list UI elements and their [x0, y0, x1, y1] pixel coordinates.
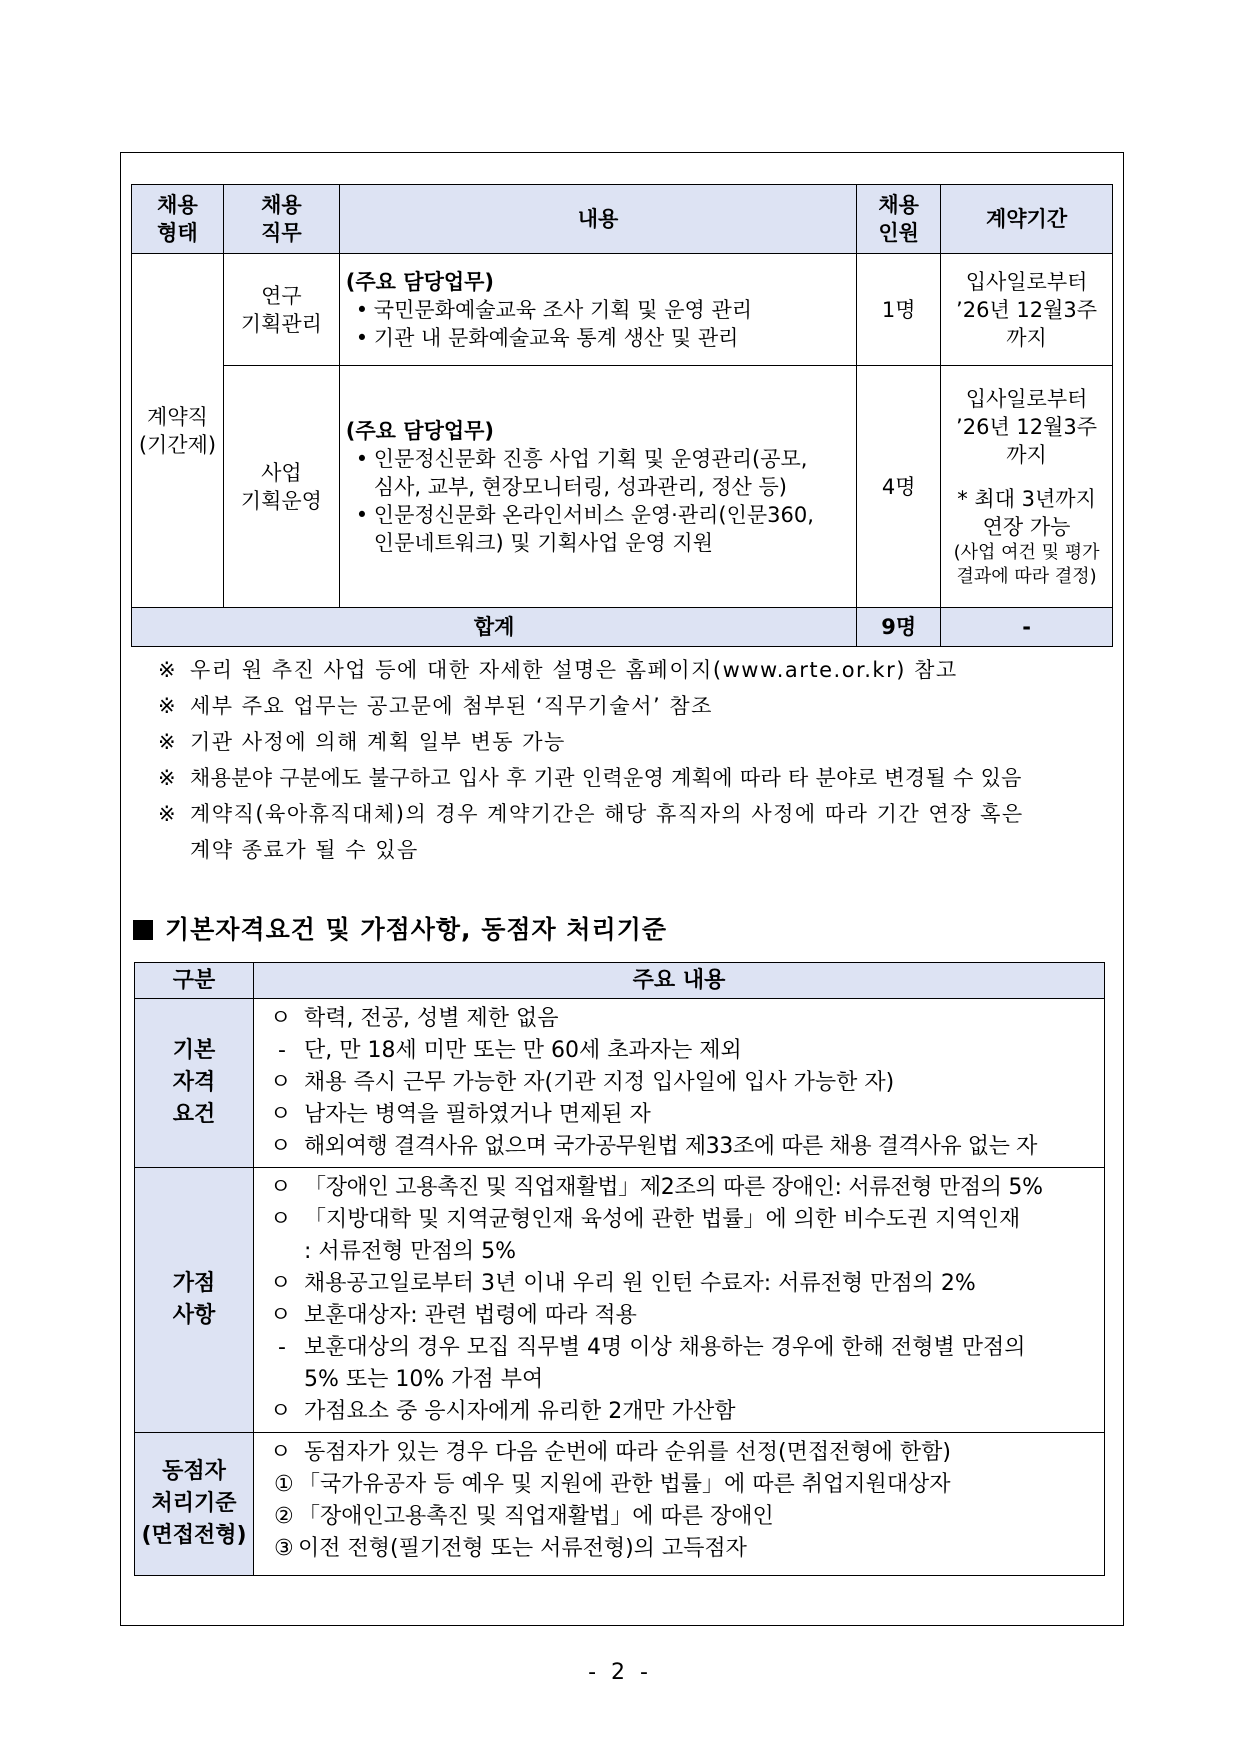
table-row — [132, 254, 1113, 366]
notes-list — [158, 652, 1088, 868]
tasks-cell — [339, 366, 856, 608]
list-item: ㅇ 가점요소 중 응시자에게 유리한 2개만 가산함 — [270, 1399, 736, 1424]
list-item: • 인문정신문화 진흥 사업 기획 및 운영관리(공모, 심사, 교부, 현장모니터링, 성과관리, 정산 등) — [374, 445, 850, 501]
list-item: ㅇ 「장애인 고용촉진 및 직업재활법」제2조의 따른 장애인: 서류전형 만점의 5% — [270, 1175, 1043, 1200]
header-category: 구분 — [135, 963, 254, 999]
section-heading — [133, 910, 667, 946]
list-item: ㅇ 남자는 병역을 필하였거나 면제된 자 — [270, 1102, 651, 1127]
total-count: 9명 — [857, 608, 941, 647]
list-item: • 기관 내 문화예술교육 통계 생산 및 관리 — [374, 324, 850, 352]
table-row — [135, 999, 1105, 1168]
category-cell: 기본 자격 요건 — [135, 999, 254, 1168]
table-row — [132, 366, 1113, 608]
header-count: 채용 인원 — [857, 185, 941, 254]
header-period: 계약기간 — [941, 185, 1113, 254]
job-cell: 사업 기획운영 — [223, 366, 339, 608]
period-text: 입사일로부터 ’26년 12월3주 까지 — [956, 386, 1098, 467]
table-row — [135, 1168, 1105, 1433]
note-item: ※ 기관 사정에 의해 계획 일부 변동 가능 — [158, 724, 1088, 760]
qualification-table — [134, 962, 1105, 1576]
list-item: ㅇ 「지방대학 및 지역균형인재 육성에 관한 법률」에 의한 비수도권 지역인재 : 서류전형 만점의 5% — [270, 1207, 1021, 1264]
content-cell — [254, 1433, 1105, 1576]
list-item: ① 「국가유공자 등 예우 및 지원에 관한 법률」에 따른 취업지원대상자 — [274, 1472, 951, 1497]
list-item: ㅇ 해외여행 결격사유 없으며 국가공무원법 제33조에 따른 채용 결격사유 없는 자 — [270, 1134, 1037, 1159]
note-item: ※ 채용분야 구분에도 불구하고 입사 후 기관 인력운영 계획에 따라 타 분야로 변경될 수 있음 — [158, 760, 1088, 796]
list-item: • 인문정신문화 온라인서비스 운영·관리(인문360, 인문네트워크) 및 기획사업 운영 지원 — [374, 501, 850, 557]
tasks-heading: (주요 담당업무) — [345, 269, 495, 294]
list-item: ② 「장애인고용촉진 및 직업재활법」에 따른 장애인 — [274, 1504, 774, 1529]
list-item: ㅇ 채용공고일로부터 3년 이내 우리 원 인턴 수료자: 서류전형 만점의 2% — [270, 1271, 976, 1296]
tasks-cell — [339, 254, 856, 366]
list-item: - 단, 만 18세 미만 또는 만 60세 초과자는 제외 — [278, 1038, 742, 1063]
count-cell: 1명 — [857, 254, 941, 366]
recruitment-table — [131, 184, 1113, 647]
category-cell: 가점 사항 — [135, 1168, 254, 1433]
note-item: ※ 우리 원 추진 사업 등에 대한 자세한 설명은 홈페이지(www.arte.or.kr) 참고 — [158, 652, 1088, 688]
total-row — [132, 608, 1113, 647]
table-header-row — [132, 185, 1113, 254]
count-cell: 4명 — [857, 366, 941, 608]
note-item: ※ 세부 주요 업무는 공고문에 첨부된 ‘직무기술서’ 참조 — [158, 688, 1088, 724]
header-employment-type: 채용 형태 — [132, 185, 224, 254]
category-cell: 동점자 처리기준 (면접전형) — [135, 1433, 254, 1576]
table-row — [135, 1433, 1105, 1576]
list-item: ㅇ 보훈대상자: 관련 법령에 따라 적용 — [270, 1303, 637, 1328]
section-title: 기본자격요건 및 가점사항, 동점자 처리기준 — [165, 915, 668, 944]
job-cell: 연구 기획관리 — [223, 254, 339, 366]
list-item: ㅇ 채용 즉시 근무 가능한 자(기관 지정 입사일에 입사 가능한 자) — [270, 1070, 895, 1095]
tasks-heading: (주요 담당업무) — [345, 418, 495, 443]
period-extension-note: (사업 여건 및 평가 결과에 따라 결정) — [953, 541, 1100, 587]
header-job: 채용 직무 — [223, 185, 339, 254]
page-number: - 2 - — [588, 1660, 652, 1685]
period-cell: 입사일로부터 ’26년 12월3주 까지 — [941, 254, 1113, 366]
list-item: ③ 이전 전형(필기전형 또는 서류전형)의 고득점자 — [274, 1536, 747, 1561]
square-bullet-icon — [133, 920, 153, 940]
period-cell — [941, 366, 1113, 608]
content-cell — [254, 999, 1105, 1168]
list-item: ㅇ 동점자가 있는 경우 다음 순번에 따라 순위를 선정(면접전형에 한함) — [270, 1440, 951, 1465]
content-cell — [254, 1168, 1105, 1433]
total-period: - — [941, 608, 1113, 647]
list-item: - 보훈대상의 경우 모집 직무별 4명 이상 채용하는 경우에 한해 전형별 만점의 5% 또는 10% 가점 부여 — [278, 1335, 1026, 1392]
period-extension: * 최대 3년까지 연장 가능 — [957, 486, 1096, 539]
header-main-content: 주요 내용 — [254, 963, 1105, 999]
header-content: 내용 — [339, 185, 856, 254]
employment-type-cell: 계약직 (기간제) — [132, 254, 224, 608]
table-header-row — [135, 963, 1105, 999]
list-item: • 국민문화예술교육 조사 기획 및 운영 관리 — [374, 296, 850, 324]
note-item: ※ 계약직(육아휴직대체)의 경우 계약기간은 해당 휴직자의 사정에 따라 기간 연장 혹은 계약 종료가 될 수 있음 — [158, 796, 1088, 868]
total-label: 합계 — [132, 608, 857, 647]
list-item: ㅇ 학력, 전공, 성별 제한 없음 — [270, 1006, 559, 1031]
